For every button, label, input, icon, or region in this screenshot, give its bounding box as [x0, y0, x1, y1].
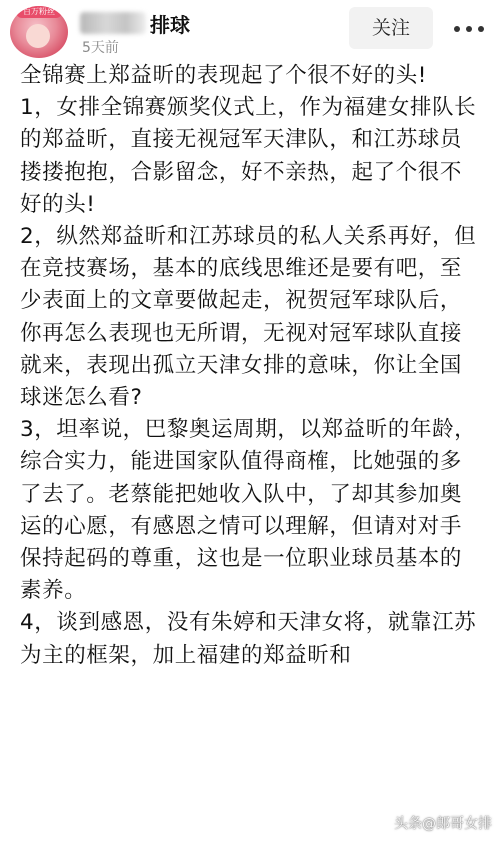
toutiao-logo-icon	[375, 815, 391, 831]
watermark-text: 头条@郎哥女排	[394, 816, 492, 832]
watermark	[375, 812, 492, 834]
post-paragraph: 2，纵然郑益昕和江苏球员的私人关系再好，但在竞技赛场，基本的底线思维还是要有吧，至少表面上的文章要做起走，祝贺冠军球队后，你再怎么表现也无所谓，无视对冠军球队直接就来，表现出孤立天津女排的意味，你让全国球迷怎么看?	[20, 224, 477, 411]
post-header	[0, 0, 500, 62]
post-paragraph: 4，谈到感恩，没有朱婷和天津女将，就靠江苏为主的框架，加上福建的郑益昕和	[20, 610, 477, 668]
post-paragraph: 全锦赛上郑益昕的表现起了个很不好的头!	[20, 63, 428, 88]
avatar-badge: 百万粉丝	[16, 6, 62, 18]
follow-button[interactable]: 关注	[349, 7, 433, 49]
avatar[interactable]	[10, 6, 68, 58]
avatar-face	[26, 24, 50, 48]
author-name-blurred	[80, 12, 146, 34]
post-paragraph: 1，女排全锦赛颁奖仪式上，作为福建女排队长的郑益昕，直接无视冠军天津队，和江苏球员搂搂抱抱，合影留念，好不亲热，起了个很不好的头!	[20, 95, 477, 217]
more-horizontal-icon[interactable]	[451, 14, 487, 44]
post-paragraph: 3，坦率说，巴黎奥运周期，以郑益昕的年龄，综合实力，能进国家队值得商榷，比她强的多了去了。老蔡能把她收入队中，了却其参加奥运的心愿，有感恩之情可以理解，但请对对手保持起码的尊重，这也是一位职业球员基本的素养。	[20, 417, 477, 604]
author-name[interactable]: 排球	[150, 13, 190, 37]
post-time: 5天前	[82, 40, 119, 56]
post-content	[20, 60, 480, 672]
